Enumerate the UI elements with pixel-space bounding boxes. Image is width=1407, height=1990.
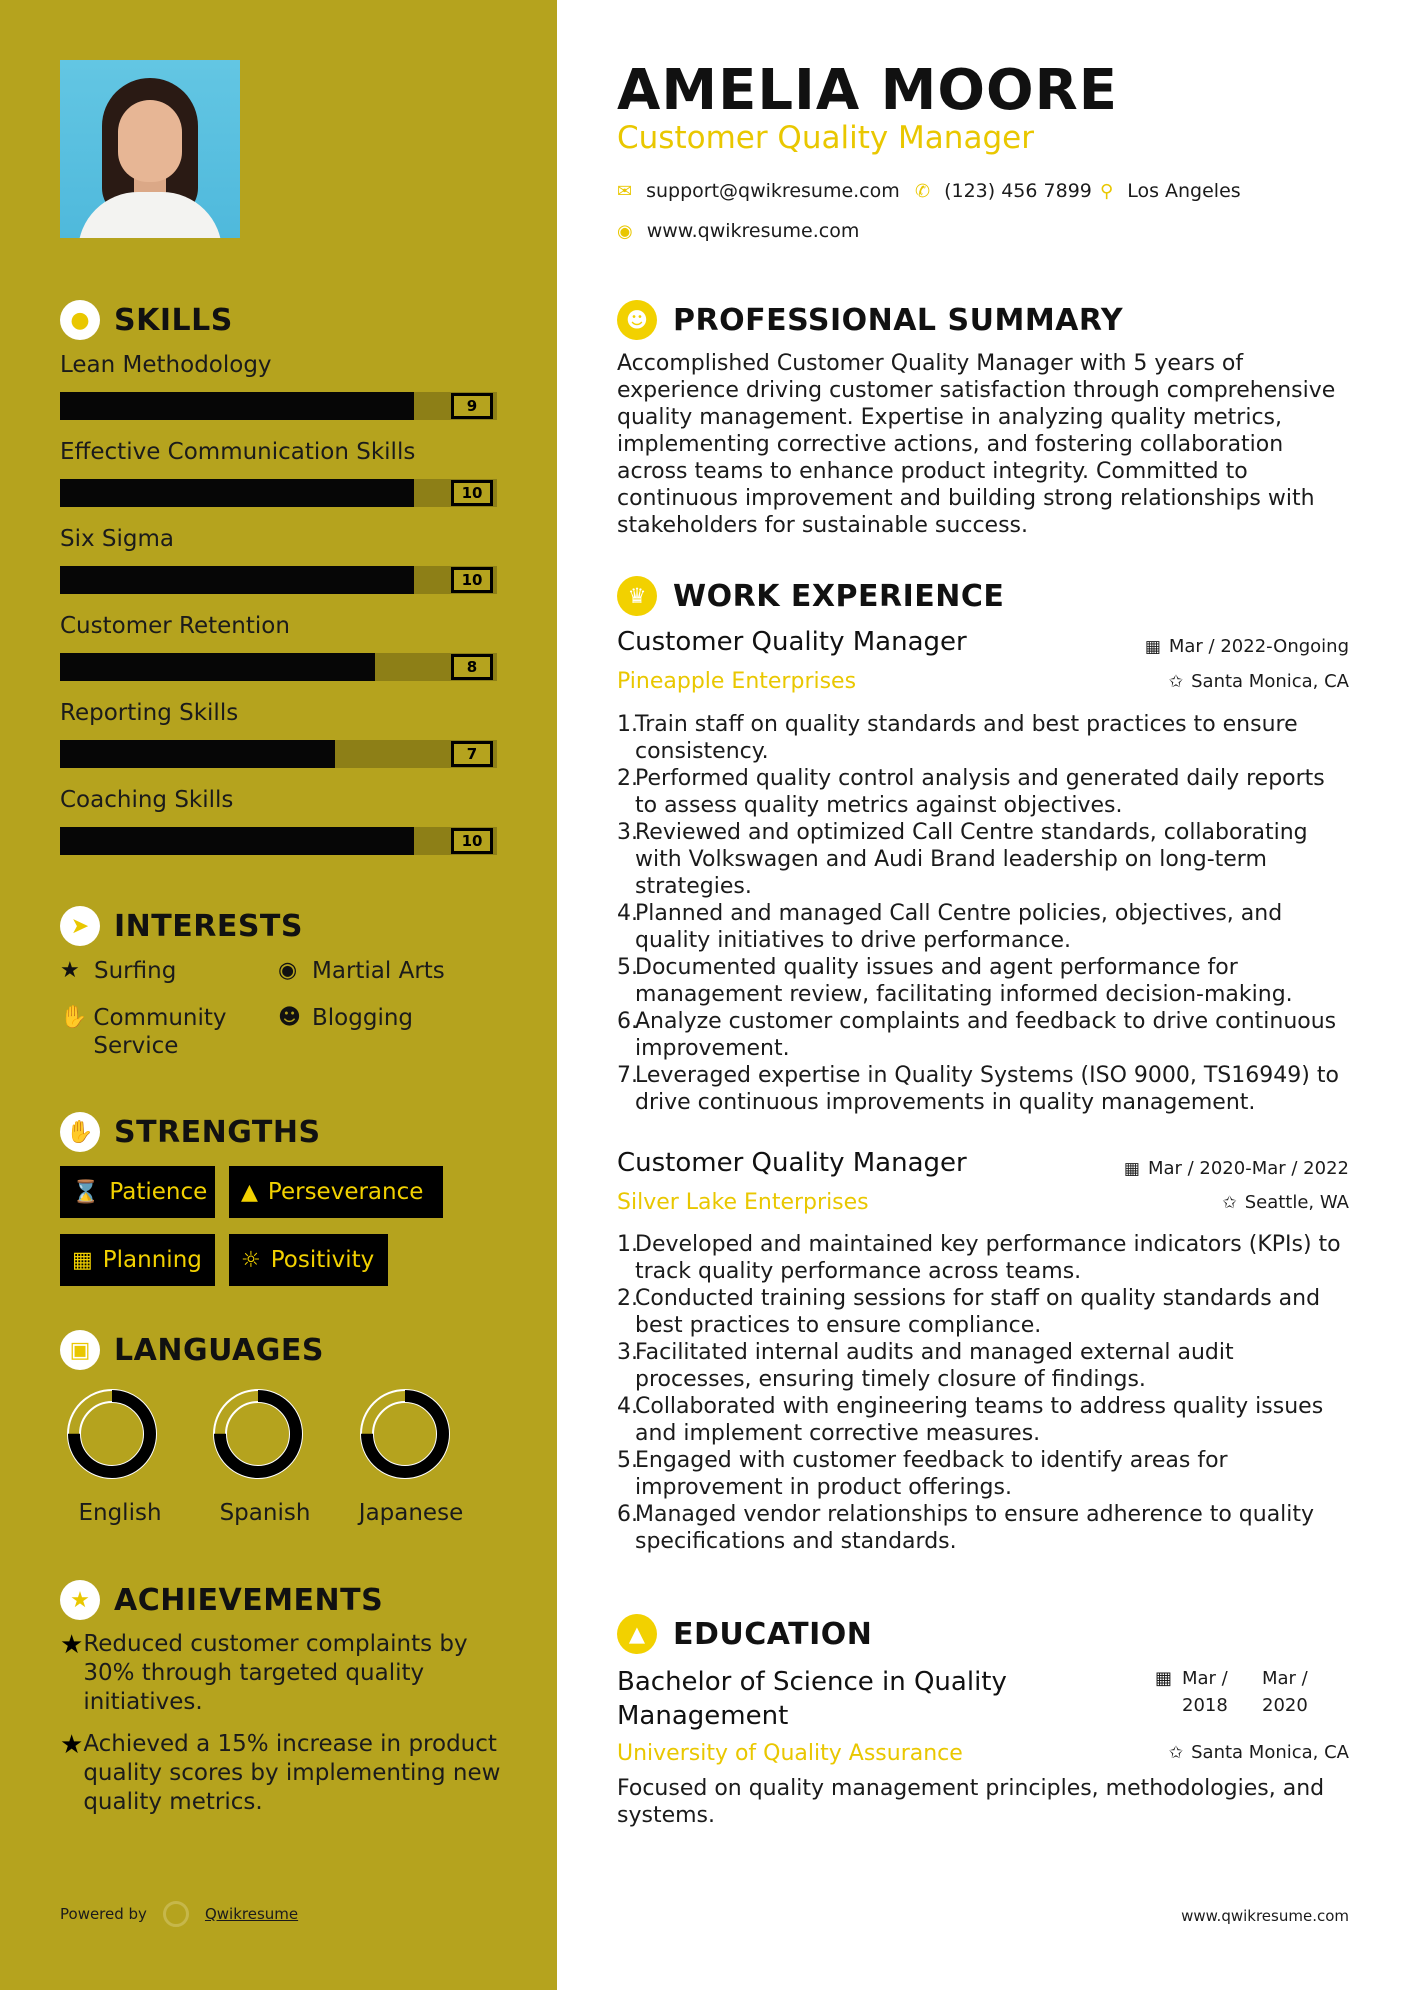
shooting-star-icon: ★	[60, 1730, 84, 1760]
phone-contact[interactable]: ✆ (123) 456 7899	[915, 180, 1092, 202]
degree-title: Bachelor of Science in Quality Management	[617, 1667, 1007, 1731]
job-title: Customer Quality Manager	[617, 1148, 967, 1178]
qwikresume-logo-icon	[163, 1901, 189, 1927]
skill-label: Six Sigma	[60, 526, 175, 552]
map-pin-icon: ⚲	[1100, 180, 1114, 202]
email-contact[interactable]: ✉ support@qwikresume.com	[617, 180, 900, 202]
strengths-title: STRENGTHS	[114, 1114, 321, 1150]
skills-title: SKILLS	[114, 302, 233, 338]
candidate-role: Customer Quality Manager	[617, 120, 1034, 156]
education-description: Focused on quality management principles, methodologies, and systems.	[617, 1776, 1325, 1828]
experience-heading	[617, 576, 1004, 616]
skill-label: Customer Retention	[60, 613, 290, 639]
skill-bar	[60, 392, 497, 420]
duty-item: 3.Reviewed and optimized Call Centre standards, collaborating with Volkswagen and Audi Brand leadership on long-term strategies.	[617, 820, 1308, 899]
location-contact: ⚲ Los Angeles	[1100, 180, 1241, 202]
duty-item: 1.Train staff on quality standards and best practices to ensure consistency.	[617, 712, 1298, 764]
education-title: EDUCATION	[673, 1616, 873, 1652]
pushpin-icon: ✩	[1168, 1742, 1184, 1763]
strength-badge: ☼ Positivity	[229, 1234, 388, 1286]
language-label: Spanish	[219, 1500, 311, 1526]
skill-bar	[60, 479, 497, 507]
achievement-item: ★ Achieved a 15% increase in product quality scores by implementing new quality metrics.	[60, 1730, 501, 1815]
skill-bar-fill	[60, 392, 414, 420]
skill-bar-fill	[60, 566, 414, 594]
qwikresume-link[interactable]: Qwikresume	[204, 1905, 299, 1923]
strength-badge: ▦ Planning	[60, 1234, 215, 1286]
job-location: ✩ Seattle, WA	[1222, 1192, 1349, 1213]
skill-label: Lean Methodology	[60, 352, 272, 378]
languages-title: LANGUAGES	[114, 1332, 324, 1368]
profile-photo	[60, 60, 240, 238]
footer-url[interactable]: www.qwikresume.com	[1181, 1907, 1349, 1925]
skill-bar-fill	[60, 479, 414, 507]
company-name: Pineapple Enterprises	[617, 669, 857, 694]
interest-item: ✋ Community Service	[60, 1005, 227, 1059]
education-start-date: Mar / 2018	[1182, 1668, 1228, 1716]
calendar-icon: ▦	[1144, 636, 1161, 657]
job-duties	[617, 711, 1352, 1116]
paper-plane-icon: ➤	[60, 906, 100, 946]
achievements-heading	[60, 1580, 383, 1620]
strength-badge: ⌛ Patience	[60, 1166, 215, 1218]
skill-bar	[60, 827, 497, 855]
skill-score: 10	[451, 828, 493, 854]
skill-score: 7	[451, 741, 493, 767]
skills-heading	[60, 300, 233, 340]
education-end-date: Mar / 2020	[1262, 1668, 1308, 1716]
skill-label: Coaching Skills	[60, 787, 234, 813]
skill-score: 8	[451, 654, 493, 680]
lightbulb-icon: ●	[60, 300, 100, 340]
user-icon: ☻	[617, 300, 657, 340]
interests-heading	[60, 906, 303, 946]
summary-heading	[617, 300, 1123, 340]
summary-title: PROFESSIONAL SUMMARY	[673, 302, 1124, 338]
star-icon: ★	[60, 958, 80, 983]
education-location: ✩ Santa Monica, CA	[1168, 1742, 1349, 1763]
pushpin-icon: ✩	[1222, 1192, 1237, 1213]
duty-item: 2.Conducted training sessions for staff on quality standards and best practices to ensure compliance.	[617, 1286, 1321, 1338]
duty-item: 4.Collaborated with engineering teams to address quality issues and implement corrective measures.	[617, 1394, 1324, 1446]
language-ring	[66, 1388, 158, 1480]
calendar-icon: ▦	[1123, 1158, 1140, 1179]
skill-bar	[60, 566, 497, 594]
company-name: Silver Lake Enterprises	[617, 1190, 869, 1215]
language-icon: ▣	[60, 1330, 100, 1370]
sun-icon: ☼	[241, 1247, 261, 1273]
interests-title: INTERESTS	[114, 908, 303, 944]
graduation-cap-icon: ▲	[617, 1614, 657, 1654]
skill-label: Effective Communication Skills	[60, 439, 416, 465]
star-icon: ★	[60, 1580, 100, 1620]
calendar-icon: ▦	[72, 1247, 93, 1273]
skill-bar-fill	[60, 827, 414, 855]
experience-title: WORK EXPERIENCE	[673, 578, 1005, 614]
shooting-star-icon: ★	[60, 1630, 84, 1660]
envelope-icon: ✉	[617, 180, 633, 202]
skill-bar-fill	[60, 740, 335, 768]
users-icon: ☻	[278, 1005, 301, 1030]
duty-item: 4.Planned and managed Call Centre policies, objectives, and quality initiatives to drive performance.	[617, 901, 1283, 953]
job-duties	[617, 1231, 1352, 1555]
job-date: ▦ Mar / 2022-Ongoing	[1144, 636, 1349, 657]
achievements-title: ACHIEVEMENTS	[114, 1582, 384, 1618]
interest-item: ◉ Martial Arts	[278, 958, 445, 984]
skill-score: 9	[451, 393, 493, 419]
hand-icon: ✋	[60, 1112, 100, 1152]
duty-item: 6.Managed vendor relationships to ensure adherence to quality specifications and standards.	[617, 1502, 1315, 1554]
calendar-icon: ▦	[1155, 1668, 1173, 1689]
globe-icon: ◉	[617, 220, 633, 242]
skill-label: Reporting Skills	[60, 700, 239, 726]
language-label: Japanese	[358, 1500, 464, 1526]
strengths-heading	[60, 1112, 321, 1152]
summary-text: Accomplished Customer Quality Manager with 5 years of experience driving customer satisfaction through comprehensive quality management. Expertise in analyzing quality metrics, implementing corrective actions, and fostering collaboration across teams to enhance product integrity. Committed to continuous improvement and building strong relationships with stakeholders for sustainable success.	[617, 351, 1336, 538]
duty-item: 2.Performed quality control analysis and generated daily reports to assess quality metrics against objectives.	[617, 766, 1325, 818]
hand-icon: ✋	[60, 1005, 88, 1030]
pushpin-icon: ✩	[1168, 671, 1184, 692]
job-date: ▦ Mar / 2020-Mar / 2022	[1123, 1158, 1349, 1179]
achievement-item: ★ Reduced customer complaints by 30% through targeted quality initiatives.	[60, 1630, 468, 1715]
skill-bar	[60, 740, 497, 768]
website-contact[interactable]: ◉ www.qwikresume.com	[617, 220, 860, 242]
road-icon: ▲	[241, 1179, 258, 1205]
duty-item: 3.Facilitated internal audits and managed external audit processes, ensuring timely closure of findings.	[617, 1340, 1234, 1392]
skill-score: 10	[451, 480, 493, 506]
languages-heading	[60, 1330, 324, 1370]
interest-item: ☻ Blogging	[278, 1005, 414, 1031]
strength-badge: ▲ Perseverance	[229, 1166, 443, 1218]
skill-bar	[60, 653, 497, 681]
job-title: Customer Quality Manager	[617, 627, 967, 657]
duty-item: 1.Developed and maintained key performance indicators (KPIs) to track quality performance across teams.	[617, 1232, 1341, 1284]
duty-item: 6.Analyze customer complaints and feedback to drive continuous improvement.	[617, 1009, 1337, 1061]
duty-item: 7.Leveraged expertise in Quality Systems (ISO 9000, TS16949) to drive continuous improvements in quality management.	[617, 1063, 1339, 1115]
interest-item: ★ Surfing	[60, 958, 177, 984]
language-ring	[212, 1388, 304, 1480]
powered-by: Powered by Qwikresume	[60, 1901, 298, 1927]
office-chair-icon: ♛	[617, 576, 657, 616]
language-ring	[359, 1388, 451, 1480]
phone-icon: ✆	[915, 180, 931, 202]
globe-icon: ◉	[278, 958, 298, 983]
hourglass-icon: ⌛	[72, 1179, 100, 1205]
duty-item: 5.Engaged with customer feedback to identify areas for improvement in product offerings.	[617, 1448, 1228, 1500]
duty-item: 5.Documented quality issues and agent performance for management review, facilitating informed decision-making.	[617, 955, 1293, 1007]
skill-bar-fill	[60, 653, 375, 681]
school-name: University of Quality Assurance	[617, 1741, 963, 1766]
candidate-name: AMELIA MOORE	[617, 58, 1118, 123]
skill-score: 10	[451, 567, 493, 593]
job-location: ✩ Santa Monica, CA	[1168, 671, 1349, 692]
education-heading	[617, 1614, 872, 1654]
language-label: English	[78, 1500, 162, 1526]
